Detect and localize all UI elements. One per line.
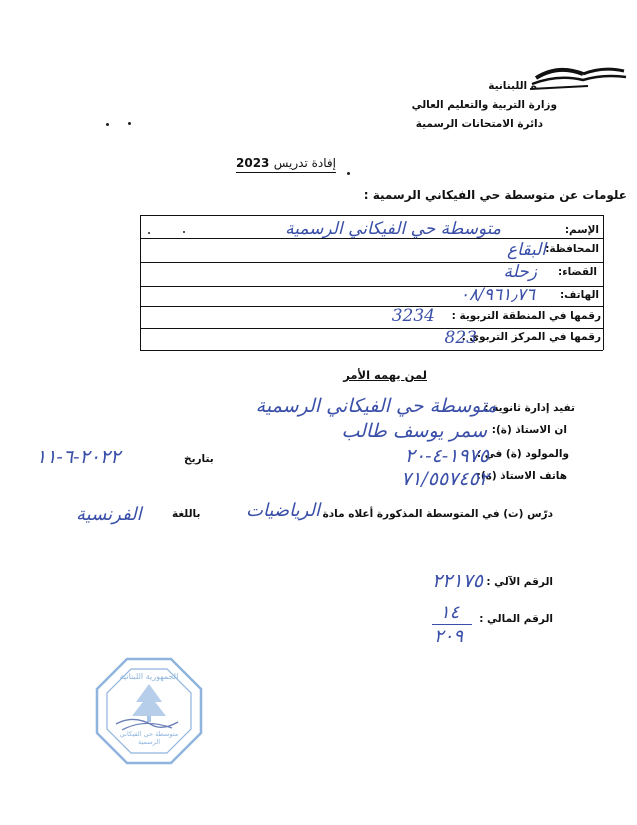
table-border-left xyxy=(140,215,141,350)
mark-dot xyxy=(148,232,150,234)
header-line-2: وزارة التربية والتعليم العالي xyxy=(411,99,557,111)
addressed-to: لمن يهمه الأمر xyxy=(343,368,427,382)
birth-value: ١٩٧٥-٤-٢٠ xyxy=(404,445,489,467)
auto-number-label: الرقم الآلي : xyxy=(486,576,553,588)
date-label: بتاريخ xyxy=(184,453,214,465)
title-text: إفادة تدريس xyxy=(273,156,336,170)
financial-number-value xyxy=(430,602,482,650)
auto-number-value: ٢٢١٧٥ xyxy=(431,570,483,592)
district-value: زحلة xyxy=(503,262,537,282)
financial-number-label: الرقم المالي : xyxy=(479,613,553,625)
financial-fraction-line xyxy=(432,624,472,625)
stamp-center-text: متوسطة حي الفيكاني الرسمية xyxy=(119,730,179,746)
teacher-value: سمر يوسف طالب xyxy=(341,420,487,442)
teacher-label: ان الاستاذ (ة): xyxy=(491,424,567,436)
center-number-value: 823 xyxy=(444,328,477,348)
language-value: الفرنسية xyxy=(76,504,142,525)
mark-dot xyxy=(347,172,350,175)
title-underline xyxy=(236,172,336,173)
mark-dot xyxy=(183,231,185,233)
language-label: باللغة xyxy=(172,508,201,520)
document-title xyxy=(236,156,336,172)
mark-dot xyxy=(106,123,109,126)
stamp-ring-text: الجمهورية اللبنانية xyxy=(119,672,179,681)
province-label: المحافظة: xyxy=(545,243,599,255)
section-heading: علومات عن متوسطة حي الفيكاني الرسمية : xyxy=(363,188,627,202)
subject-value: الرياضيات xyxy=(246,500,321,521)
table-rule xyxy=(140,350,603,351)
mark-dot xyxy=(128,122,131,125)
title-year: 2023 xyxy=(236,156,270,170)
ministry-logo xyxy=(528,62,628,92)
regional-number-value: 3234 xyxy=(391,306,435,326)
name-label: الإسم: xyxy=(564,224,599,236)
official-stamp xyxy=(94,656,204,766)
table-rule xyxy=(140,215,603,216)
financial-value-bottom: ٢٠٩ xyxy=(434,626,464,647)
table-border-right xyxy=(603,215,604,350)
teaches-label: درّس (ت) في المتوسطة المذكورة أعلاه مادة xyxy=(322,508,553,520)
center-number-label: رقمها في المركز التربوي : xyxy=(461,331,601,343)
header-line-1: ة اللبنانية xyxy=(488,80,537,92)
table-rule xyxy=(140,328,603,329)
teacher-phone-value: ٧١/٥٥٧٤٥٢ xyxy=(400,468,489,490)
district-label: القضاء: xyxy=(558,266,597,278)
birth-label: والمولود (ة) في : xyxy=(476,448,569,460)
table-rule xyxy=(140,306,603,307)
admin-value: متوسطة حي الفيكاني الرسمية xyxy=(255,395,497,417)
phone-label: الهاتف: xyxy=(559,289,599,301)
province-value: البقاع xyxy=(507,240,546,260)
financial-value-top: ١٤ xyxy=(440,602,460,623)
admin-label: تفيد إدارة ثانوية : xyxy=(484,402,575,414)
regional-number-label: رقمها في المنطقة التربوية : xyxy=(451,310,601,322)
date-value: ٢٠٢٢-٦-١١ xyxy=(36,446,121,468)
phone-value: ٠٨/٩٦١٫٧٦ xyxy=(459,285,535,305)
name-value: متوسطة حي الفيكاني الرسمية xyxy=(285,219,501,239)
header-line-3: دائرة الامتحانات الرسمية xyxy=(415,118,543,130)
teacher-phone-label: هاتف الاستاذ (ة): xyxy=(476,470,567,482)
